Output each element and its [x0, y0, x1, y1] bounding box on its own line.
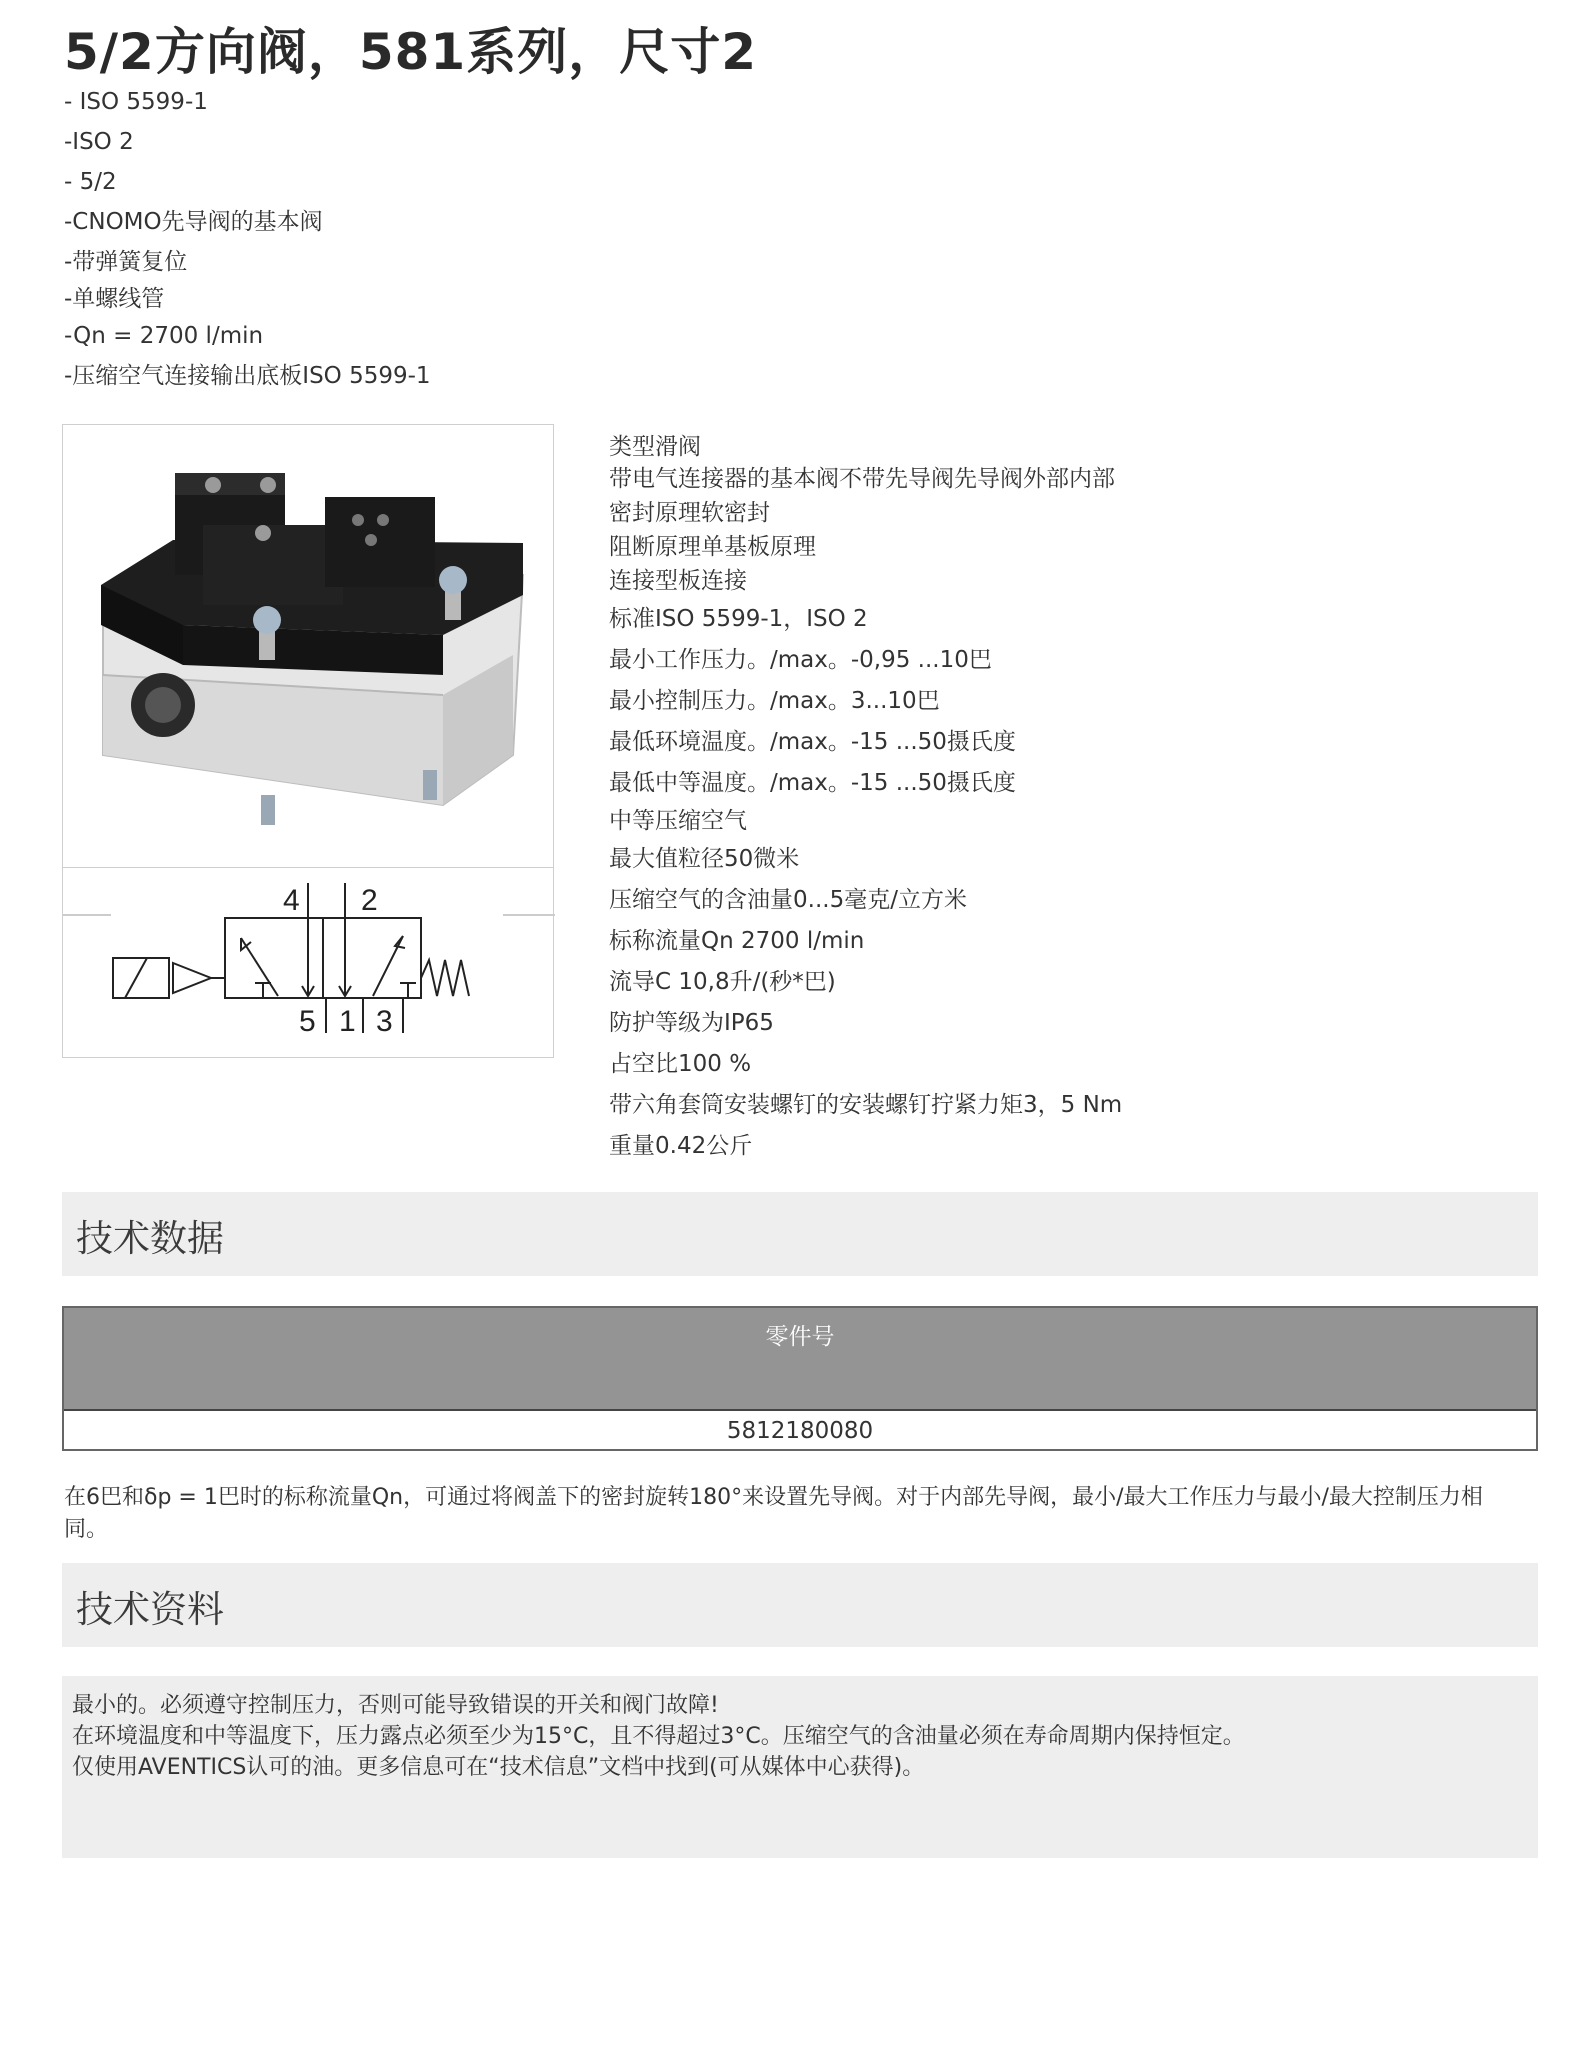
feature-list: [64, 82, 431, 396]
spec-item: 最小工作压力。/max。-0,95 ...10巴: [609, 647, 992, 673]
tech-info-heading: 技术资料: [76, 1588, 224, 1631]
symbol-port-3: 3: [376, 1005, 393, 1038]
spec-item: 阻断原理单基板原理: [609, 534, 816, 560]
spec-item: 带电气连接器的基本阀不带先导阀先导阀外部内部: [609, 466, 1115, 492]
feature-item: -CNOMO先导阀的基本阀: [64, 209, 323, 235]
tech-info-line: 仅使用AVENTICS认可的油。更多信息可在“技术信息”文档中找到(可从媒体中心获得)。: [72, 1755, 925, 1780]
feature-item: -单螺线管: [64, 286, 165, 312]
tech-info-section-header: [62, 1563, 1538, 1647]
spec-item: 最低环境温度。/max。-15 ...50摄氏度: [609, 729, 1016, 755]
page-title: 5/2方向阀，581系列，尺寸2: [64, 23, 758, 81]
valve-product-image: [63, 425, 555, 867]
spec-item: 流导C 10,8升/(秒*巴): [609, 969, 836, 995]
symbol-port-4: 4: [283, 884, 300, 917]
spec-item: 重量0.42公斤: [609, 1133, 753, 1159]
tech-info-line: 最小的。必须遵守控制压力，否则可能导致错误的开关和阀门故障!: [72, 1693, 719, 1718]
spec-item: 类型滑阀: [609, 434, 701, 460]
spec-item: 标准ISO 5599-1，ISO 2: [609, 606, 868, 632]
part-number-table: [62, 1306, 1538, 1451]
feature-item: -Qn = 2700 l/min: [64, 323, 264, 349]
spec-item: 带六角套筒安装螺钉的安装螺钉拧紧力矩3，5 Nm: [609, 1092, 1123, 1118]
flow-note: 在6巴和δp = 1巴时的标称流量Qn，可通过将阀盖下的密封旋转180°来设置先导阀。对于内部先导阀，最小/最大工作压力与最小/最大控制压力相同。: [64, 1485, 1483, 1542]
symbol-port-2: 2: [361, 884, 378, 917]
spec-item: 连接型板连接: [609, 568, 747, 594]
spec-item: 最低中等温度。/max。-15 ...50摄氏度: [609, 770, 1016, 796]
spec-item: 中等压缩空气: [609, 808, 747, 834]
feature-item: -带弹簧复位: [64, 249, 188, 275]
feature-item: -ISO 2: [64, 129, 134, 155]
symbol-port-1: 1: [339, 1005, 356, 1038]
feature-item: - 5/2: [64, 169, 117, 195]
part-number-cell[interactable]: 5812180080: [64, 1409, 1536, 1449]
spec-item: 密封原理软密封: [609, 500, 770, 526]
spec-item: 最小控制压力。/max。3...10巴: [609, 688, 940, 714]
pneumatic-symbol-diagram: [63, 868, 555, 1058]
product-image-box: [62, 424, 554, 1058]
tech-data-heading: 技术数据: [76, 1217, 224, 1260]
spec-item: 防护等级为IP65: [609, 1010, 774, 1036]
spec-item: 最大值粒径50微米: [609, 846, 800, 872]
spec-list: [609, 432, 1122, 1172]
feature-item: - ISO 5599-1: [64, 89, 208, 115]
tech-data-section-header: [62, 1192, 1538, 1276]
tech-info-box: [62, 1676, 1538, 1858]
symbol-port-5: 5: [299, 1005, 316, 1038]
feature-item: -压缩空气连接输出底板ISO 5599-1: [64, 363, 431, 389]
part-number-column-header: 零件号: [765, 1324, 835, 1350]
spec-item: 标称流量Qn 2700 l/min: [609, 928, 865, 954]
tech-info-line: 在环境温度和中等温度下，压力露点必须至少为15°C，且不得超过3°C。压缩空气的含油量必须在寿命周期内保持恒定。: [72, 1724, 1245, 1749]
spec-item: 占空比100 %: [609, 1051, 752, 1077]
spec-item: 压缩空气的含油量0...5毫克/立方米: [609, 887, 967, 913]
table-header: [64, 1308, 1536, 1409]
